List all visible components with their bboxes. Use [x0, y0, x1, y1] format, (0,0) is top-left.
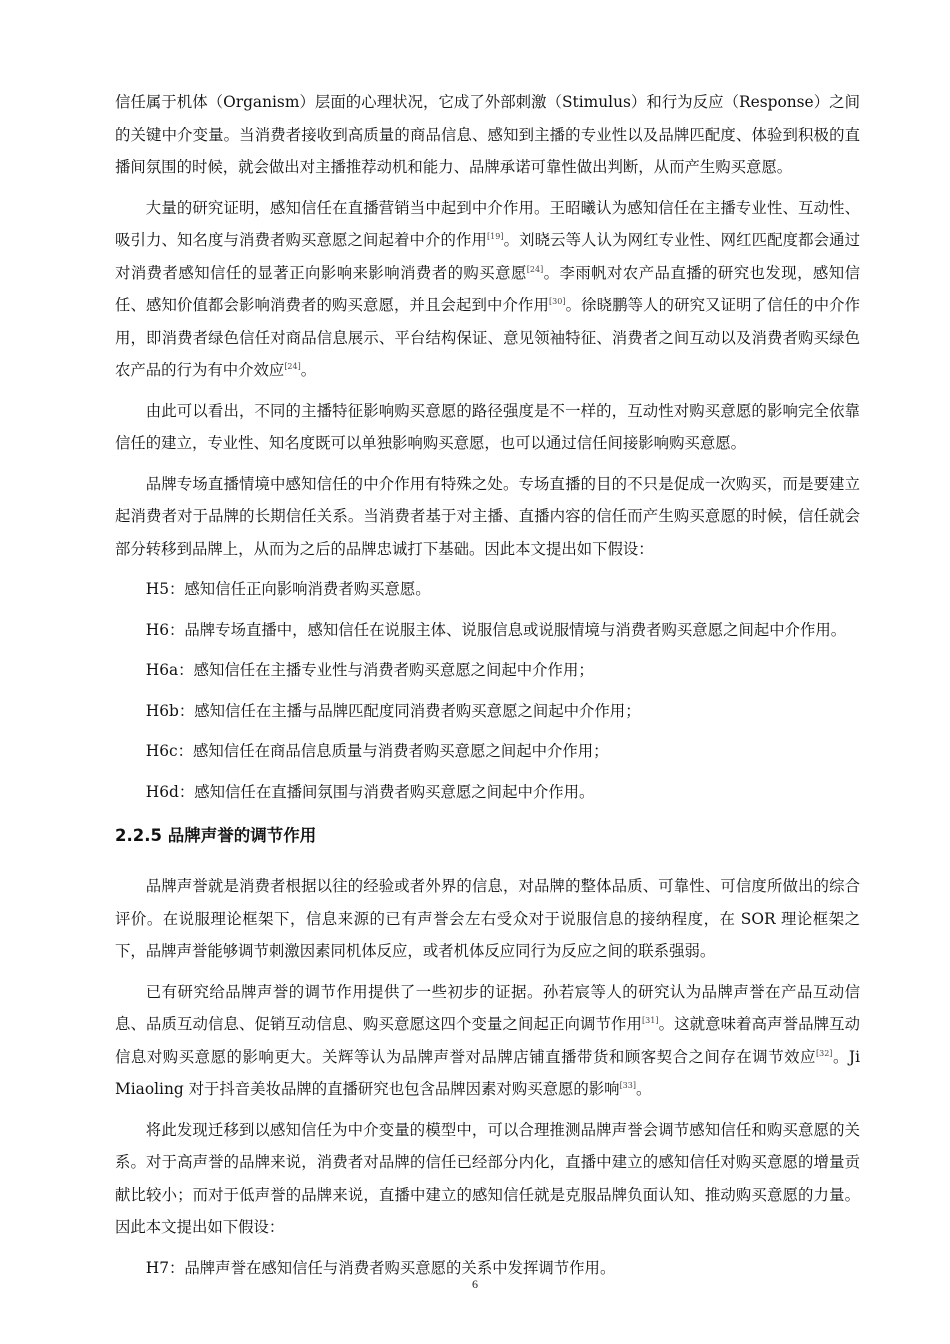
page-number: 6: [472, 1277, 478, 1291]
hypothesis-h6a: H6a：感知信任在主播专业性与消费者购买意愿之间起中介作用；: [145, 661, 594, 679]
paragraph-brand-live-trust: 品牌专场直播情境中感知信任的中介作用有特殊之处。专场直播的目的不只是促成一次购买，而是要建立起消费者对于品牌的长期信任关系。当消费者基于对主播、直播内容的信任而产生购买意愿的时候，信任就会部分转移到品牌上，从而为之后的品牌忠诚打下基础。因此本文提出如下假设：: [115, 474, 860, 558]
section-heading: 2.2.5 品牌声誉的调节作用: [115, 826, 317, 845]
paragraph-organism-trust: 信任属于机体（Organism）层面的心理状况，它成了外部刺激（Stimulus）和行为反应（Response）之间的关键中介变量。当消费者接收到高质量的商品信息、感知到主播的专业性以及品牌匹配度、体验到积极的直播间氛围的时候，就会做出对主播推荐动机和能力、品牌承诺可靠性做出判断，从而产生购买意愿。: [115, 93, 860, 176]
text-span: 。: [635, 1080, 652, 1098]
hypothesis-h6: H6：品牌专场直播中，感知信任在说服主体、说服信息或说服情境与消费者购买意愿之间起中介作用。: [145, 620, 847, 639]
paragraph-mediation-evidence: [115, 192, 860, 387]
hypothesis-h6c: H6c：感知信任在商品信息质量与消费者购买意愿之间起中介作用；: [145, 742, 609, 760]
citation-ref: [24]: [284, 362, 301, 371]
citation-ref: [24]: [526, 264, 544, 274]
text-span: 。Ji Miaoling 对于抖音美妆品牌的直播研究也包含品牌因素对购买意愿的影响: [115, 1047, 860, 1098]
hypothesis-h6d: H6d：感知信任在直播间氛围与消费者购买意愿之间起中介作用。: [145, 782, 595, 801]
paragraph-reputation-evidence: [115, 976, 860, 1106]
hypothesis-h5: H5：感知信任正向影响消费者购买意愿。: [145, 580, 431, 598]
page-body: [115, 86, 860, 1284]
text-span: 大量的研究证明，感知信任在直播营销当中起到中介作用。王昭曦认为感知信任在主播专业性、互动性、吸引力、知名度与消费者购买意愿之间起着中介的作用: [115, 198, 860, 249]
text-span: 。这就意味着高声誉品牌互动信息对购买意愿的影响更大。关辉等认为品牌声誉对品牌店铺直播带货和顾客契合之间存在调节效应: [115, 1015, 860, 1066]
paragraph-brand-reputation-definition: 品牌声誉就是消费者根据以往的经验或者外界的信息，对品牌的整体品质、可靠性、可信度所做出的综合评价。在说服理论框架下，信息来源的已有声誉会左右受众对于说服信息的接纳程度，在 SOR 理论框架之下，品牌声誉能够调节刺激因素同机体反应，或者机体反应同行为反应之间的联系强弱。: [115, 877, 860, 960]
citation-ref: [19]: [487, 232, 504, 241]
citation-ref: [31]: [642, 1016, 659, 1025]
citation-ref: [32]: [816, 1048, 833, 1058]
citation-ref: [33]: [619, 1081, 636, 1090]
citation-ref: [30]: [549, 297, 566, 306]
hypothesis-h6b: H6b：感知信任在主播与品牌匹配度同消费者购买意愿之间起中介作用；: [145, 701, 641, 720]
text-span: 。: [300, 361, 317, 379]
text-span: 。李雨帆对农产品直播的研究也发现，感知信任、感知价值都会影响消费者的购买意愿，并且会起到中介作用: [115, 263, 860, 314]
text-span: 。徐晓鹏等人的研究又证明了信任的中介作用，即消费者绿色信任对商品信息展示、平台结构保证、意见领袖特征、消费者之间互动以及消费者购买绿色农产品的行为有中介效应: [115, 296, 860, 379]
paragraph-path-strength: 由此可以看出，不同的主播特征影响购买意愿的路径强度是不一样的，互动性对购买意愿的影响完全依靠信任的建立，专业性、知名度既可以单独影响购买意愿，也可以通过信任间接影响购买意愿。: [115, 401, 860, 452]
text-span: 已有研究给品牌声誉的调节作用提供了一些初步的证据。孙若宸等人的研究认为品牌声誉在产品互动信息、品质互动信息、促销互动信息、购买意愿这四个变量之间起正向调节作用: [115, 982, 860, 1033]
text-span: 。刘晓云等人认为网红专业性、网红匹配度都会通过对消费者感知信任的显著正向影响来影响消费者的购买意愿: [115, 231, 860, 282]
hypothesis-h7: H7：品牌声誉在感知信任与消费者购买意愿的关系中发挥调节作用。: [145, 1258, 616, 1277]
paragraph-moderation-reasoning: 将此发现迁移到以感知信任为中介变量的模型中，可以合理推测品牌声誉会调节感知信任和购买意愿的关系。对于高声誉的品牌来说，消费者对品牌的信任已经部分内化，直播中建立的感知信任对购买意愿的增量贡献比较小；而对于低声誉的品牌来说，直播中建立的感知信任就是克服品牌负面认知、推动购买意愿的力量。因此本文提出如下假设：: [115, 1120, 860, 1236]
